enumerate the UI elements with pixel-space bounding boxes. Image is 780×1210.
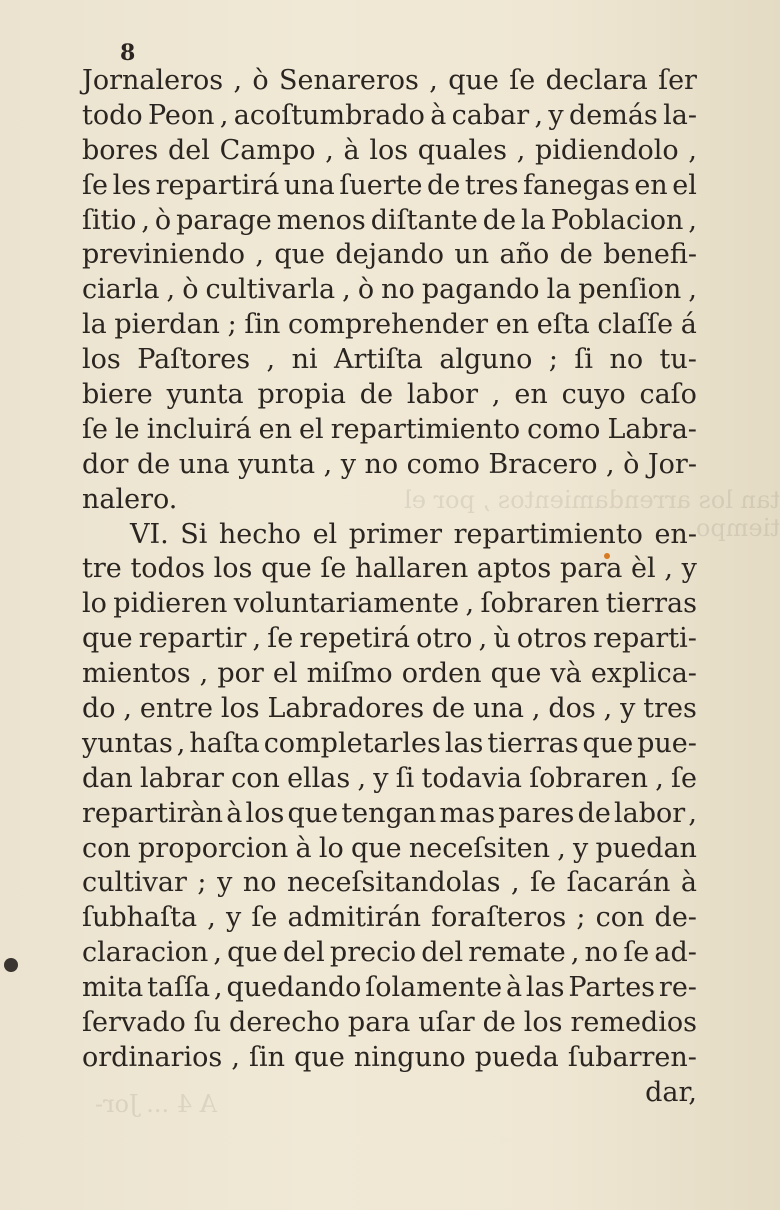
text-line: ſubhaſta , y ſe admitirán foraſteros ; con de- [82,902,697,934]
text-line: ciarla , ò cultivarla , ò no pagando la penſion , [82,274,697,306]
text-line: yuntas , haſta completarles las tierras que pue- [82,727,697,759]
text-line: mita taſſa , quedando ſolamente à las Partes re- [82,972,697,1004]
text-line: ſitio , ò parage menos diſtante de la Poblacion , [82,204,697,236]
text-line: con proporcion à lo que neceſsiten , y puedan [82,832,697,864]
text-line: ſe le incluirá en el repartimiento como Labra- [82,413,697,445]
text-line: VI. Si hecho el primer repartimiento en- [130,518,697,550]
text-line: Jornaleros , ò Senareros , que ſe declara ſer [82,65,697,96]
text-line: todo Peon , acoſtumbrado à cabar , y demás la- [82,99,697,131]
text-line: la pierdan ; ſin comprehender en eſta claſſe á [82,309,697,341]
ink-speck [4,958,18,972]
text-line: nalero. [82,483,178,515]
text-line: ordinarios , ſin que ninguno pueda ſubarren- [82,1041,697,1073]
text-line: dor de una yunta , y no como Bracero , ò Jor- [82,448,697,480]
text-line: cultivar ; y no neceſsitandolas , ſe ſacarán à [82,867,697,899]
show-through: tan los arrendamientos , por el tiempo [404,486,780,542]
text-line: mientos , por el miſmo orden que và explica- [82,658,697,690]
text-line: bores del Campo , à los quales , pidiendolo , [82,134,697,166]
body-text [82,64,697,1111]
text-line: biere yunta propia de labor , en cuyo caſo [82,379,697,411]
text-line: los Paſtores , ni Artiſta alguno ; ſi no tu- [82,344,697,376]
text-line: repartiràn à los que tengan mas pares de labor , [82,797,697,829]
text-line: ſe les repartirá una ſuerte de tres fanegas en el [82,169,697,201]
text-line: ſervado ſu derecho para uſar de los remedios [82,1007,697,1039]
text-line: lo pidieren voluntariamente , ſobraren tierras [82,588,697,620]
show-through: A 4 ... Jor- [95,1090,218,1118]
text-line: claracion , que del precio del remate , no ſe ad- [82,937,697,969]
text-line: dar, [645,1076,697,1108]
text-line: tre todos los que ſe hallaren aptos para èl , y [82,553,697,585]
text-line: previniendo , que dejando un año de benefi- [82,239,697,271]
page-number: 8 [120,40,136,66]
text-line: que repartir , ſe repetirá otro , ù otros reparti- [82,623,697,655]
text-line: dan labrar con ellas , y ſi todavia ſobraren , ſe [82,762,697,794]
text-line: do , entre los Labradores de una , dos , y tres [82,693,697,725]
